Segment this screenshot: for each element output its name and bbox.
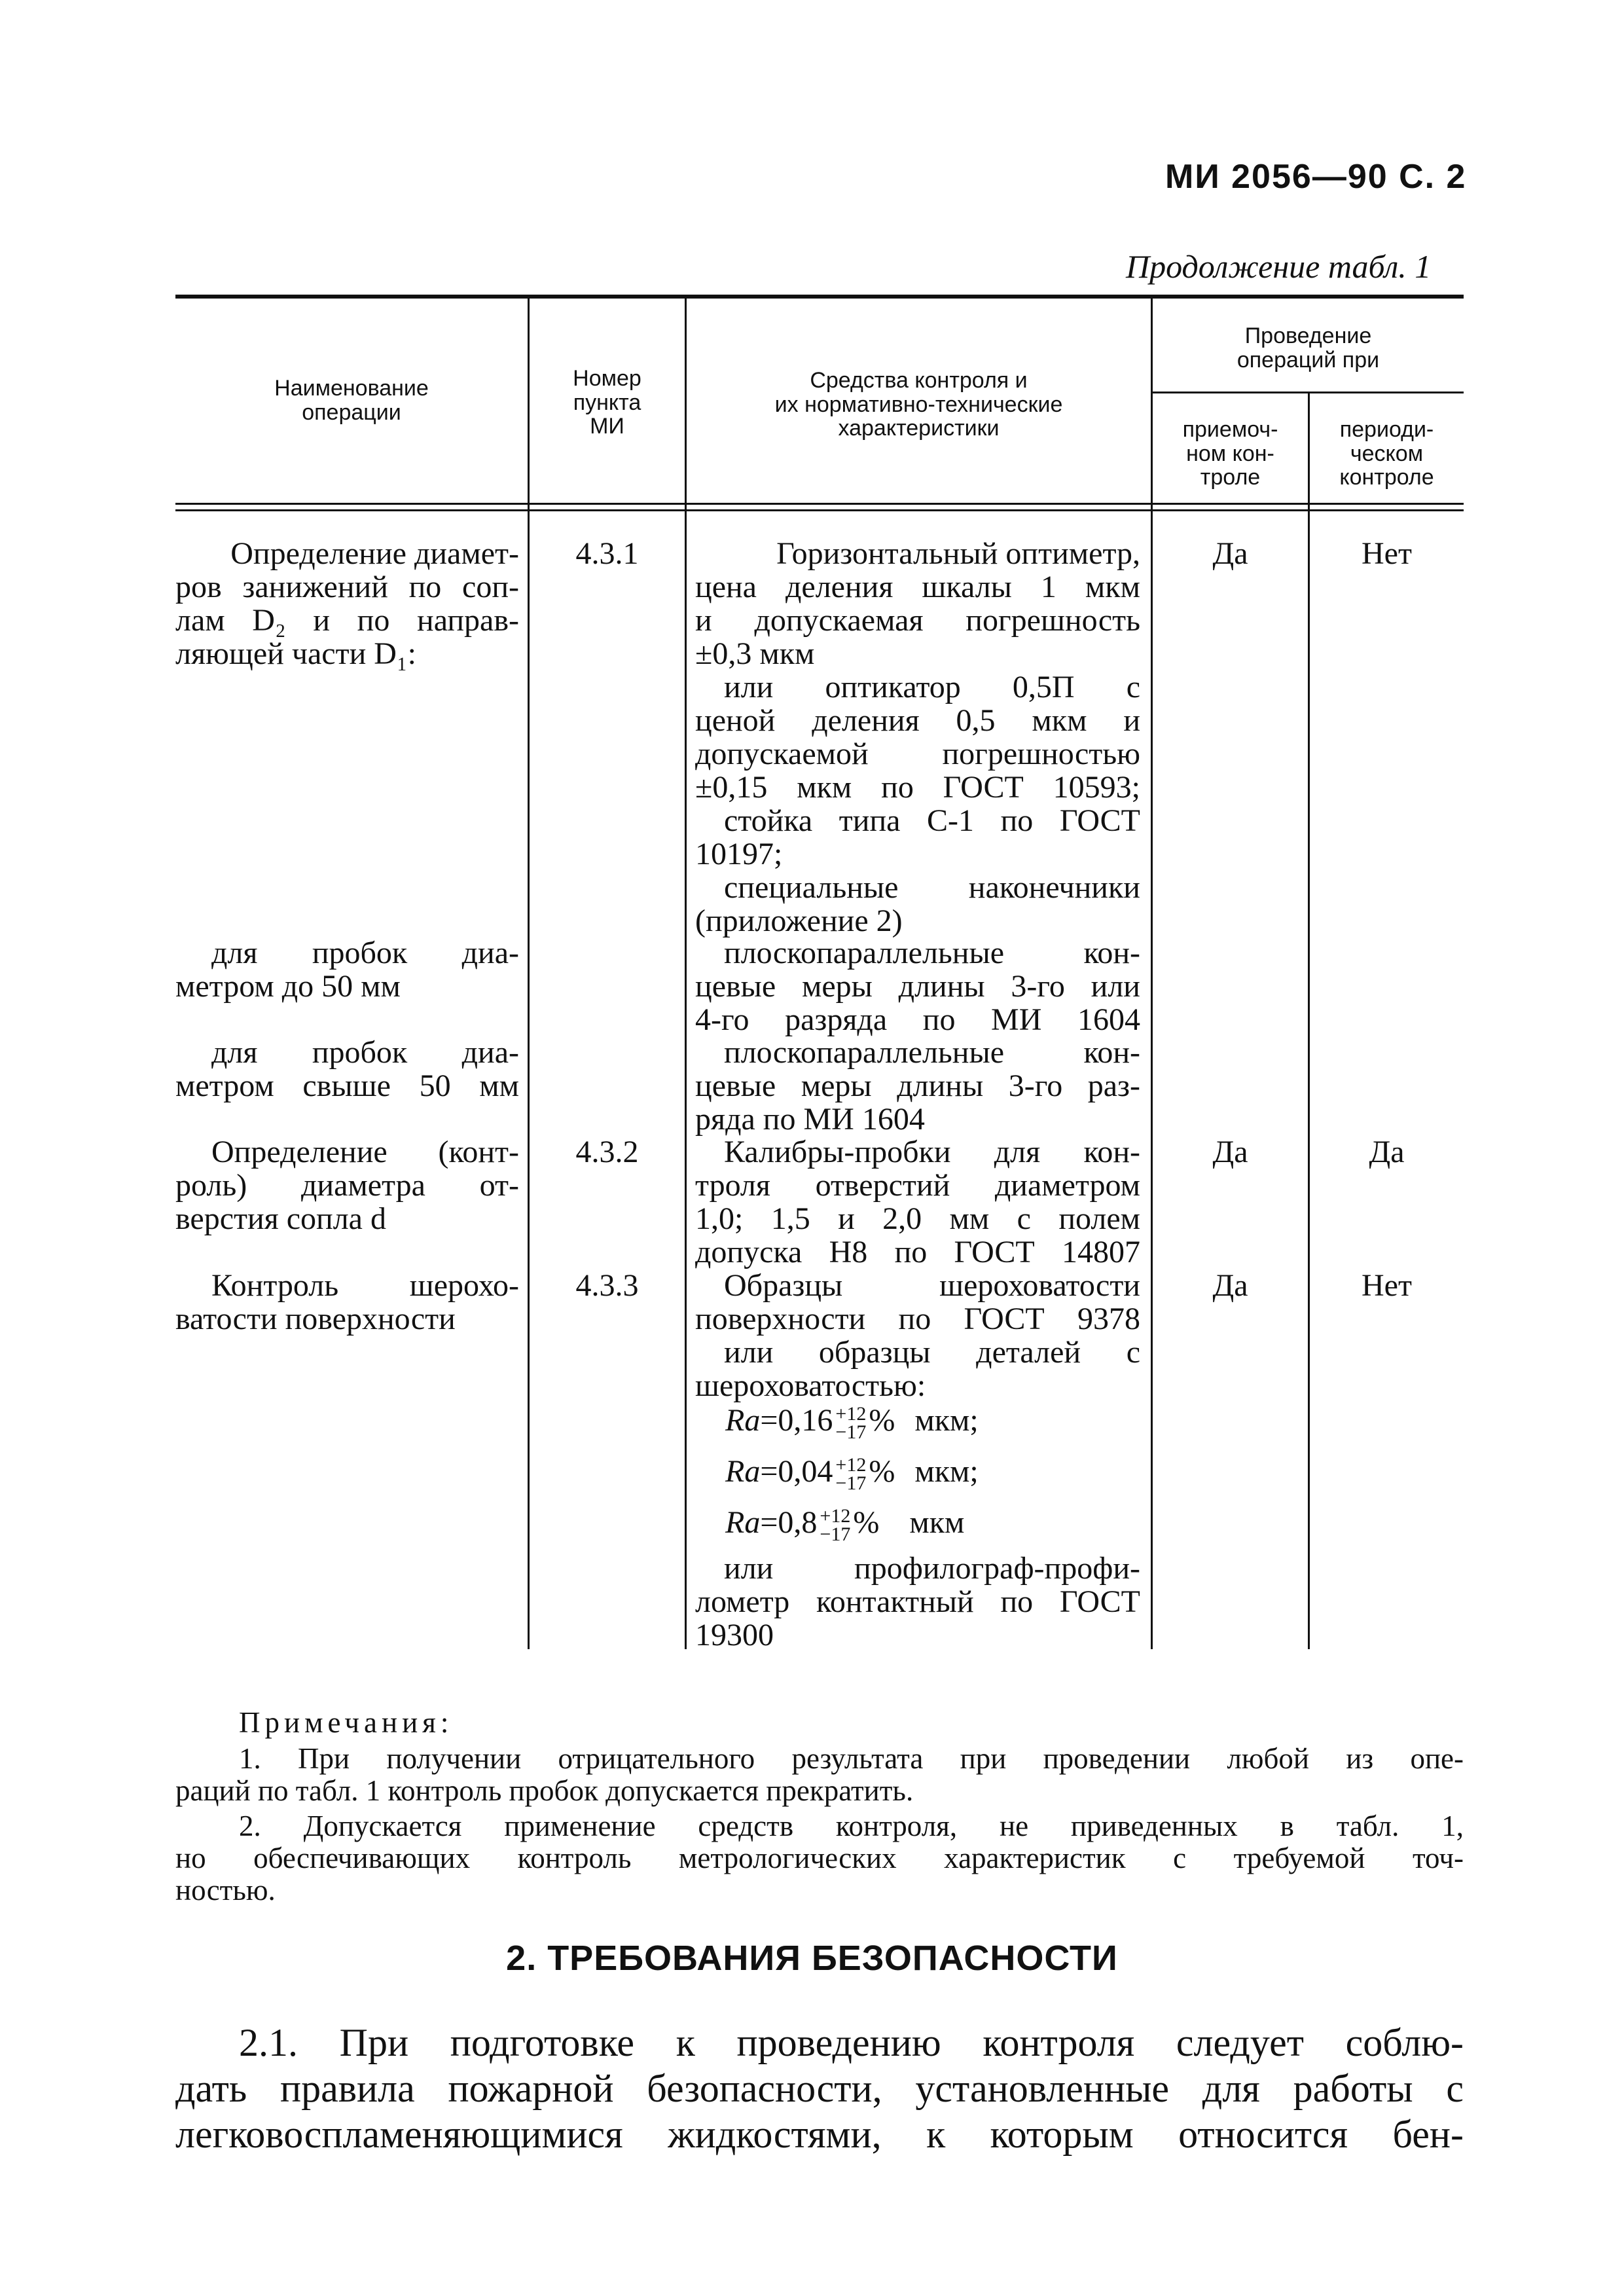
row5-operation: Контроль шерохо- ватости поверхности bbox=[175, 1268, 519, 1336]
row1-means: Горизонтальный оптиметр, цена деления шкалы 1 мкм и допускаемая погрешность ±0,3 мкм или оптикатор 0,5П с ценой деления 0,5 мкм и допускаемой погрешностью ±0,15 мкм по ГОСТ 10593; стойка типа С-1 по ГОСТ 10197; специальные наконечники (приложение 2) bbox=[695, 536, 1140, 938]
row5-means: Образцы шероховатости поверхности по ГОСТ 9378 или образцы деталей с шероховатостью: bbox=[695, 1268, 1140, 1403]
roughness-formula-2: Ra=0,04 +12 −17 % мкм; bbox=[725, 1453, 979, 1494]
section-paragraph: 2.1. При подготовке к проведению контроля следует соблю- дать правила пожарной безопасности, установленные для работы с легковоспламеняющимися жидкостями, к которым относится бен- bbox=[175, 2021, 1464, 2156]
roughness-formula-3: Ra=0,8 +12 −17 % мкм bbox=[725, 1504, 965, 1545]
header-operation-name: Наименование операции bbox=[274, 376, 429, 425]
row4-acceptance: Да bbox=[1212, 1135, 1248, 1169]
roughness-formula-1: Ra=0,16 +12 −17 % мкм; bbox=[725, 1402, 979, 1443]
header-periodic-control: периоди- ческом контроле bbox=[1339, 417, 1434, 490]
row1-acceptance: Да bbox=[1212, 536, 1248, 571]
col-divider-2 bbox=[685, 299, 687, 1649]
col-divider-3 bbox=[1151, 299, 1153, 1649]
row4-item-number: 4.3.2 bbox=[575, 1135, 639, 1169]
header-operations-group: Проведение операций при bbox=[1236, 323, 1380, 373]
col-divider-4 bbox=[1308, 392, 1310, 1649]
row4-means: Калибры-пробки для кон- троля отверстий диаметром 1,0; 1,5 и 2,0 мм с полем допуска Н8 по ГОСТ 14807 bbox=[695, 1135, 1140, 1269]
row5-periodic: Нет bbox=[1362, 1268, 1412, 1303]
row1-operation: Определение диамет- ров занижений по соп- лам D₂ и по направ- ляющей части D₁: bbox=[175, 536, 519, 671]
header-item-number: Номер пункта МИ bbox=[573, 366, 641, 439]
note-2: 2. Допускается применение средств контроля, не приведенных в табл. 1, но обеспечивающих контроль метрологических характеристик с требуемой точ- ностью. bbox=[175, 1810, 1464, 1906]
row3-means: плоскопараллельные кон- цевые меры длины 3-го раз- ряда по МИ 1604 bbox=[695, 1035, 1140, 1137]
row5-item-number: 4.3.3 bbox=[575, 1268, 639, 1303]
row2-operation: для пробок диа- метром до 50 мм bbox=[175, 936, 519, 1004]
row1-item-number: 4.3.1 bbox=[575, 536, 639, 571]
row1-periodic: Нет bbox=[1362, 536, 1412, 571]
row2-means: плоскопараллельные кон- цевые меры длины 3-го или 4-го разряда по МИ 1604 bbox=[695, 936, 1140, 1037]
row5-acceptance: Да bbox=[1212, 1268, 1248, 1303]
page-header: МИ 2056—90 С. 2 bbox=[1165, 158, 1467, 196]
col-divider-1 bbox=[528, 299, 530, 1649]
header-control-means: Средства контроля и их нормативно-технические характеристики bbox=[774, 368, 1063, 441]
row5-means-continued: или профилограф-профи- лометр контактный по ГОСТ 19300 bbox=[695, 1551, 1140, 1652]
table-top-rule bbox=[175, 295, 1464, 299]
header-bottom-rule-1 bbox=[175, 503, 1464, 505]
header-bottom-rule-2 bbox=[175, 509, 1464, 511]
header-acceptance-control: приемоч- ном кон- троле bbox=[1182, 417, 1278, 490]
row3-operation: для пробок диа- метром свыше 50 мм bbox=[175, 1035, 519, 1103]
notes-title: Примечания: bbox=[239, 1706, 454, 1739]
table-caption: Продолжение табл. 1 bbox=[1126, 248, 1432, 285]
row4-periodic: Да bbox=[1369, 1135, 1405, 1169]
row4-operation: Определение (конт- роль) диаметра от- верстия сопла d bbox=[175, 1135, 519, 1236]
note-1: 1. При получении отрицательного результата при проведении любой из опе- раций по табл. 1 контроль пробок допускается прекратить. bbox=[175, 1742, 1464, 1807]
section-heading: 2. ТРЕБОВАНИЯ БЕЗОПАСНОСТИ bbox=[506, 1939, 1118, 1978]
